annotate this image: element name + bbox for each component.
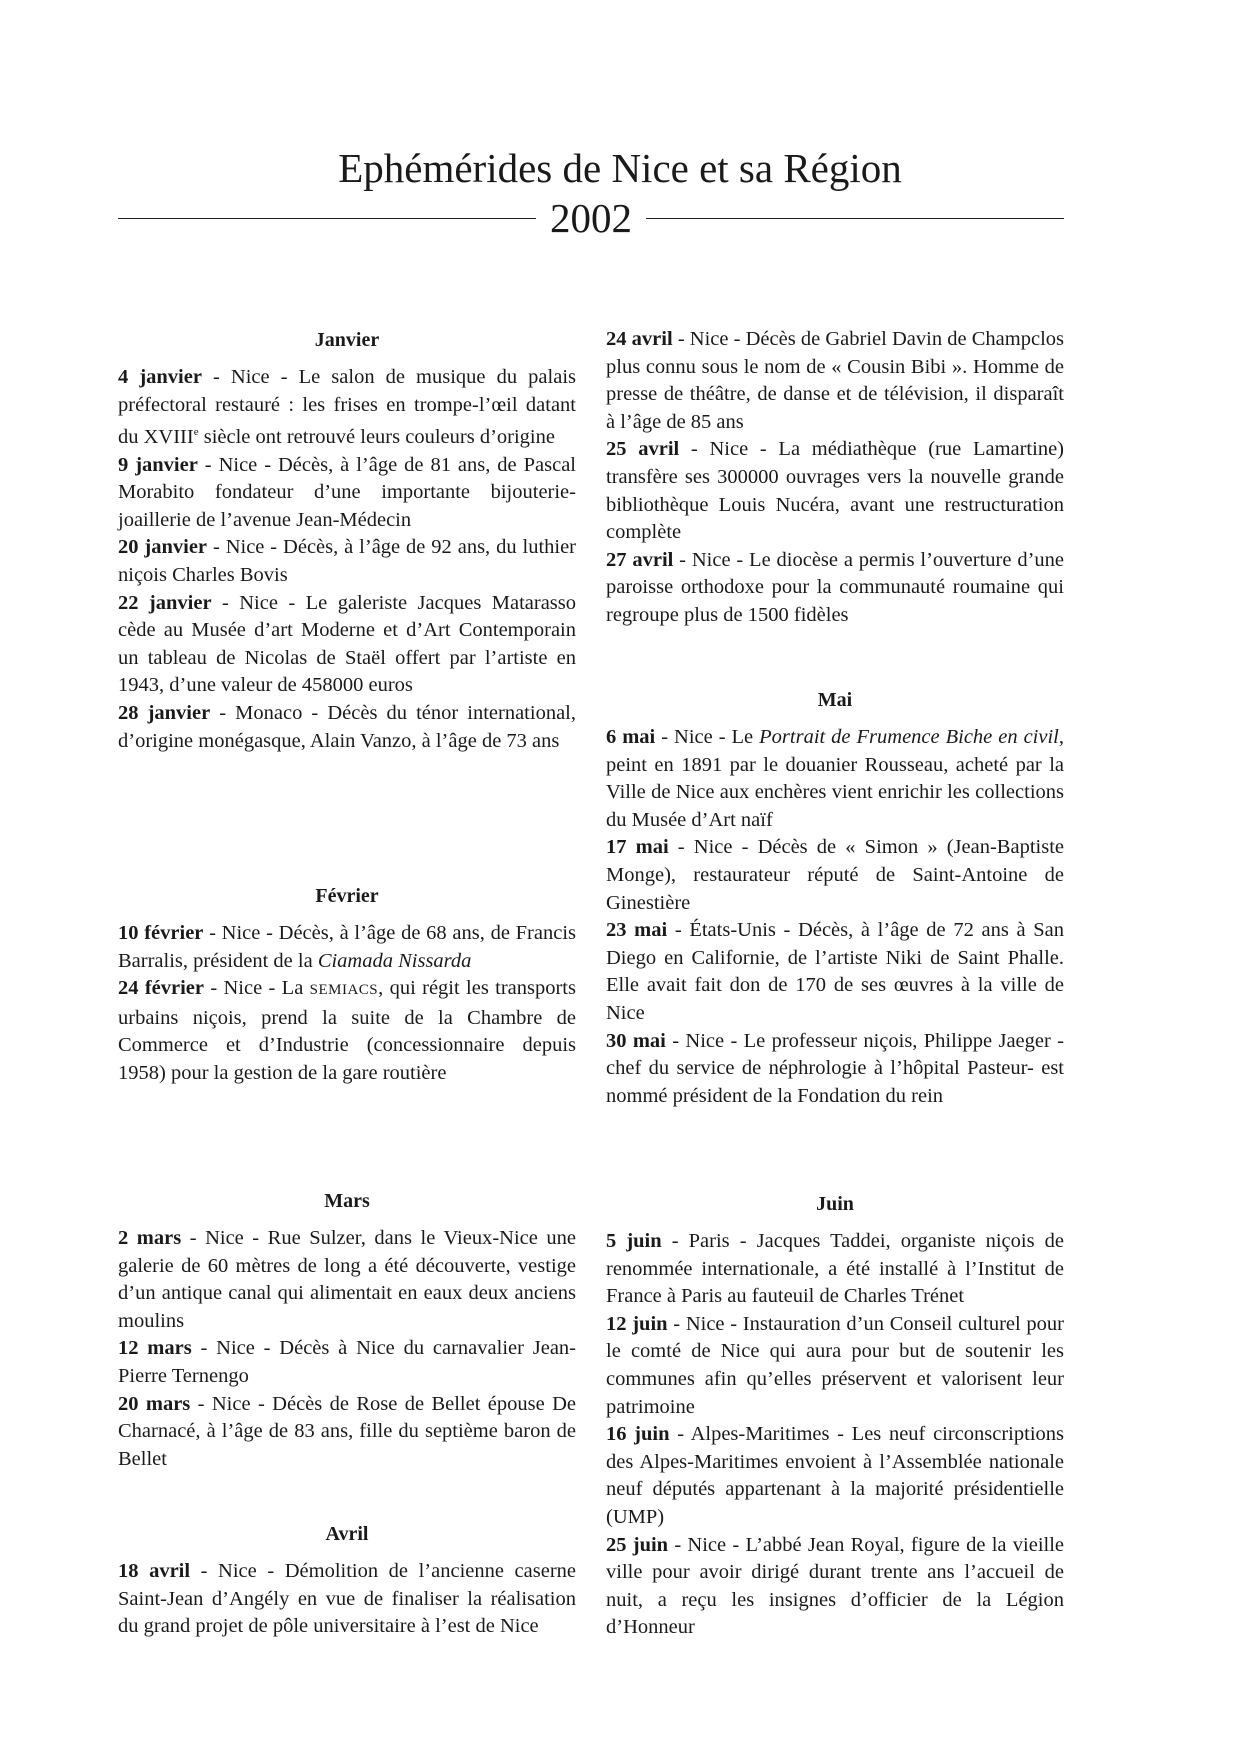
month-heading: Juin [816, 1193, 854, 1215]
section-mars [118, 1187, 576, 1473]
entry: 24 avril - Nice - Décès de Gabriel Davin de Champclos plus connu sous le nom de « Cousin Bibi ». Homme de presse de théâtre, de danse et de télévision, il disparaît à l’âge de 85 ans [606, 328, 1064, 433]
entry: 9 janvier - Nice - Décès, à l’âge de 81 ans, de Pascal Morabito fondateur d’une importante bijouterie-joaillerie de l’avenue Jean-Médecin [118, 453, 576, 531]
section-fevrier [118, 882, 576, 1088]
entry: 23 mai - États-Unis - Décès, à l’âge de 72 ans à San Diego en Californie, de l’artiste Niki de Saint Phalle. Elle avait fait don de 170 de ses œuvres à la ville de Nice [606, 919, 1064, 1024]
month-heading: Avril [325, 1523, 369, 1545]
entry: 12 juin - Nice - Instauration d’un Conseil culturel pour le comté de Nice qui aura pour but de soutenir les communes afin qu’elles préservent et valorisent leur patrimoine [606, 1312, 1064, 1418]
month-heading: Février [315, 885, 379, 907]
entry: 18 avril - Nice - Démolition de l’ancienne caserne Saint-Jean d’Angély en vue de finaliser la réalisation du grand projet de pôle universitaire à l’est de Nice [118, 1560, 576, 1638]
entry: 27 avril - Nice - Le diocèse a permis l’ouverture d’une paroisse orthodoxe pour la communauté roumaine qui regroupe plus de 1500 fidèles [606, 548, 1064, 626]
section-avril [118, 1520, 576, 1641]
divider-right [646, 218, 1064, 219]
section-juin [606, 1190, 1064, 1642]
entry: 10 février - Nice - Décès, à l’âge de 68 ans, de Francis Barralis, président de la Ciamada Nissarda [118, 922, 577, 972]
divider-left [118, 218, 536, 219]
entry: 12 mars - Nice - Décès à Nice du carnavalier Jean-Pierre Ternengo [118, 1337, 576, 1387]
month-heading: Janvier [314, 329, 380, 351]
entry: 4 janvier - Nice - Le salon de musique du palais préfectoral restauré : les frises en trompe-l’œil datant du XVIIIe siècle ont retrouvé leurs couleurs d’origine [118, 366, 576, 449]
section-avril-suite [606, 326, 1064, 630]
entry: 6 mai - Nice - Le Portrait de Frumence Biche en civil, peint en 1891 par le douanier Rousseau, acheté par la Ville de Nice aux enchères vient enrichir les collections du Musée d’Art naïf [606, 726, 1064, 831]
section-janvier [118, 326, 576, 755]
entry: 16 juin - Alpes-Maritimes - Les neuf circonscriptions des Alpes-Maritimes envoient à l’Assemblée nationale neuf députés appartenant à la majorité présidentielle (UMP) [606, 1423, 1065, 1528]
year-label: 2002 [550, 195, 632, 241]
entry: 20 janvier - Nice - Décès, à l’âge de 92 ans, du luthier niçois Charles Bovis [118, 536, 577, 586]
entry: 25 avril - Nice - La médiathèque (rue Lamartine) transfère ses 300000 ouvrages vers la nouvelle grande bibliothèque Louis Nucéra, avant une restructuration complète [606, 438, 1065, 544]
year-heading-row [118, 193, 1064, 243]
month-heading: Mai [817, 689, 853, 711]
section-mai [606, 686, 1064, 1110]
entry: 2 mars - Nice - Rue Sulzer, dans le Vieux-Nice une galerie de 60 mètres de long a été découverte, vestige d’un antique canal qui alimentait en eaux deux anciens moulins [118, 1227, 576, 1332]
page-title: Ephémérides de Nice et sa Région [338, 145, 902, 191]
entry: 25 juin - Nice - L’abbé Jean Royal, figure de la vieille ville pour avoir dirigé durant trente ans l’accueil de nuit, a reçu les insignes d’officier de la Légion d’Honneur [606, 1533, 1065, 1639]
month-heading: Mars [324, 1190, 370, 1212]
entry: 30 mai - Nice - Le professeur niçois, Philippe Jaeger -chef du service de néphrologie à l’hôpital Pasteur- est nommé président de la Fondation du rein [606, 1029, 1064, 1107]
entry: 24 février - Nice - La SEMIACS, qui régit les transports urbains niçois, prend la suite de la Chambre de Commerce et d’Industrie (concessionnaire depuis 1958) pour la gestion de la gare routière [118, 977, 576, 1084]
entry: 17 mai - Nice - Décès de « Simon » (Jean-Baptiste Monge), restaurateur réputé de Saint-Antoine de Ginestière [606, 836, 1064, 914]
entry: 28 janvier - Monaco - Décès du ténor international, d’origine monégasque, Alain Vanzo, à l’âge de 73 ans [118, 701, 576, 752]
entry: 5 juin - Paris - Jacques Taddei, organiste niçois de renommée internationale, a été installé à l’Institut de France à Paris au fauteuil de Charles Trénet [606, 1230, 1065, 1308]
entry: 20 mars - Nice - Décès de Rose de Bellet épouse De Charnacé, à l’âge de 83 ans, fille du septième baron de Bellet [118, 1392, 577, 1470]
entry: 22 janvier - Nice - Le galeriste Jacques Matarasso cède au Musée d’art Moderne et d’Art Contemporain un tableau de Nicolas de Staël offert par l’artiste en 1943, d’une valeur de 458000 euros [118, 591, 576, 697]
